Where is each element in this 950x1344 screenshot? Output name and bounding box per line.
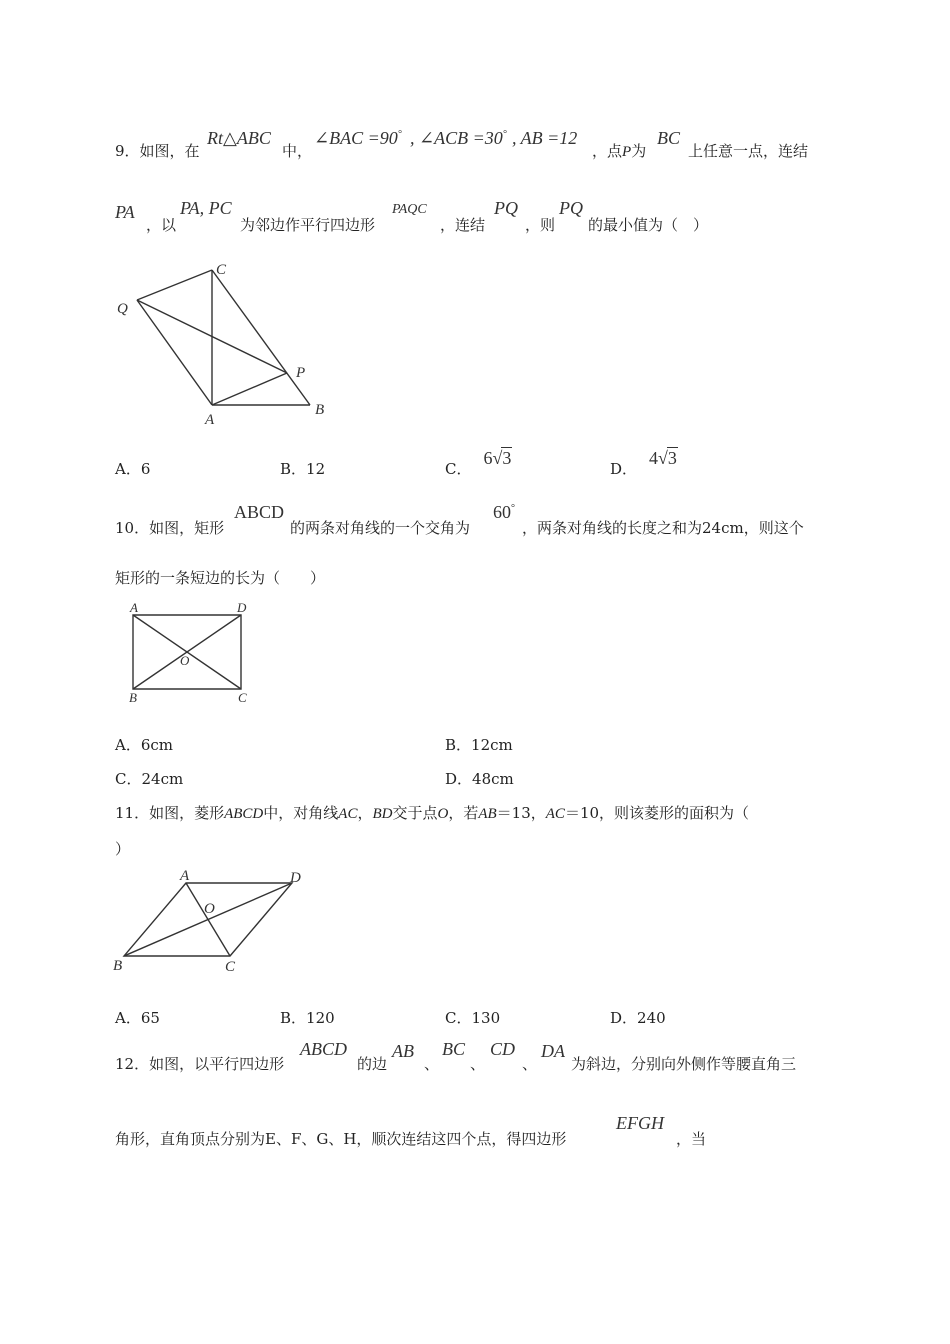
q9-label-q: Q bbox=[117, 301, 128, 317]
q11-label-a: A bbox=[180, 868, 190, 884]
q9-angle-bac: ∠BAC =90° bbox=[314, 128, 402, 148]
q10-label-c: C bbox=[238, 690, 247, 705]
q12-bc: BC bbox=[442, 1039, 466, 1059]
q11-option-c[interactable]: C．130 bbox=[445, 1009, 501, 1027]
q10-option-a[interactable]: A．6cm bbox=[115, 736, 174, 754]
q10-label-b: B bbox=[129, 690, 137, 705]
q9-paqc: PAQC bbox=[392, 202, 427, 217]
q12-efgh: EFGH bbox=[616, 1113, 664, 1133]
q11-option-d[interactable]: D．240 bbox=[610, 1009, 666, 1027]
q11-option-a[interactable]: A．65 bbox=[115, 1009, 160, 1027]
q9-text-yi: ，以 bbox=[146, 216, 177, 234]
q12-text-line2: 角形，直角顶点分别为E、F、G、H，顺次连结这四个点，得四边形 bbox=[115, 1130, 567, 1148]
q11-label-b: B bbox=[113, 958, 123, 974]
q12-text-bian: 的边 bbox=[357, 1055, 388, 1073]
q9-option-b[interactable]: B．12 bbox=[280, 460, 326, 478]
q10-text-line2: 矩形的一条短边的长为（ ） bbox=[115, 569, 326, 587]
q9-label-b: B bbox=[315, 402, 325, 418]
q9-option-d[interactable]: D．4√3 bbox=[610, 448, 677, 478]
q9-angle-acb: , ∠ACB =30° bbox=[410, 128, 507, 148]
q10-text-mid: 的两条对角线的一个交角为 bbox=[290, 519, 471, 537]
q10-option-b[interactable]: B．12cm bbox=[445, 736, 513, 754]
q12-number: 12．如图，以平行四边形 bbox=[115, 1055, 285, 1073]
q9-bc: BC bbox=[657, 128, 681, 148]
q9-pa-pc: PA, PC bbox=[180, 198, 232, 218]
q10-number: 10．如图，矩形 bbox=[115, 519, 225, 537]
q12-sep3: 、 bbox=[522, 1055, 538, 1073]
q9-pq2: PQ bbox=[559, 198, 583, 218]
q10-text-rest: ，两条对角线的长度之和为24cm，则这个 bbox=[522, 519, 804, 537]
q9-option-a[interactable]: A．6 bbox=[115, 460, 151, 478]
q9-label-a: A bbox=[205, 412, 215, 428]
q10-abcd: ABCD bbox=[234, 502, 285, 522]
q9-text-rest1: 上任意一点，连结 bbox=[688, 142, 809, 160]
q9-text-zhong: 中， bbox=[282, 142, 313, 160]
q11-line2: ） bbox=[115, 840, 131, 858]
q11-diagonal-bd bbox=[124, 883, 292, 956]
q11-label-o: O bbox=[204, 901, 215, 917]
q9-label-c: C bbox=[216, 262, 227, 278]
q9-text-connect: ，连结 bbox=[440, 216, 486, 234]
q9-text-min: 的最小值为（ ） bbox=[588, 216, 709, 234]
q10-label-o: O bbox=[180, 653, 190, 668]
q12-cd: CD bbox=[490, 1039, 516, 1059]
q12-sep2: 、 bbox=[470, 1055, 486, 1073]
q11-label-c: C bbox=[225, 959, 236, 975]
q10-option-d[interactable]: D．48cm bbox=[445, 770, 514, 788]
q12-sep1: 、 bbox=[424, 1055, 440, 1073]
q10-label-d: D bbox=[237, 600, 247, 615]
q9-text-adj: 为邻边作平行四边形 bbox=[240, 216, 376, 234]
q9-option-c[interactable]: C．6√3 bbox=[445, 448, 512, 478]
q9-label-p: P bbox=[296, 365, 306, 381]
q9-rt-abc: Rt△ABC bbox=[207, 128, 271, 148]
q9-pq1: PQ bbox=[494, 198, 518, 218]
q12-text-rest: 为斜边，分别向外侧作等腰直角三 bbox=[571, 1055, 797, 1073]
q9-number: 9．如图，在 bbox=[115, 142, 200, 160]
q9-pa: PA bbox=[115, 202, 135, 222]
q12-ab: AB bbox=[392, 1041, 414, 1061]
q9-text-ze: ，则 bbox=[525, 216, 556, 234]
q11-option-b[interactable]: B．120 bbox=[280, 1009, 335, 1027]
q10-label-a: A bbox=[130, 600, 138, 615]
q11-line1: 11．如图，菱形ABCD中，对角线AC，BD交于点O，若AB＝13，AC＝10，则该菱形的面积为（ bbox=[115, 804, 750, 822]
q12-da: DA bbox=[541, 1041, 565, 1061]
q10-option-c[interactable]: C．24cm bbox=[115, 770, 184, 788]
q12-abcd: ABCD bbox=[300, 1039, 347, 1059]
q9-ab: , AB =12 bbox=[512, 128, 578, 148]
q9-text-point: ，点P为 bbox=[592, 142, 647, 160]
q12-text-dang: ，当 bbox=[676, 1130, 707, 1148]
q10-angle: 60° bbox=[493, 502, 515, 522]
q11-label-d: D bbox=[290, 870, 301, 886]
